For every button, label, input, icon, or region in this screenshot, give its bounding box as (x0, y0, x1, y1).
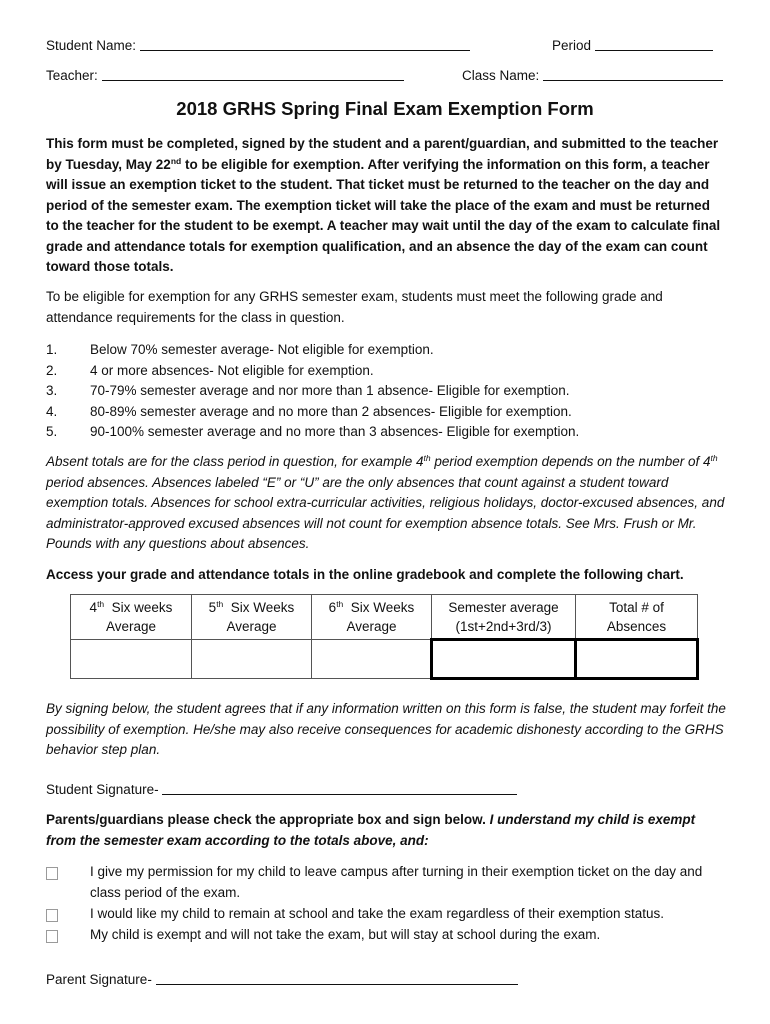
col1-sup: th (97, 599, 105, 609)
col2-sup: th (216, 599, 224, 609)
student-signature-field[interactable] (162, 780, 517, 795)
absence-note-sup-2: th (710, 453, 718, 463)
col3-num: 6 (328, 600, 337, 615)
col4-line2: (1st+2nd+3rd/3) (455, 618, 552, 634)
list-item (46, 340, 726, 361)
col1-rest: Six weeks (104, 600, 173, 615)
col3-line2: Average (346, 619, 397, 634)
eligibility-paragraph: To be eligible for exemption for any GRHS semester exam, students must meet the following grade and attendance requirements for the class in question. (46, 289, 663, 325)
header-5th-six-weeks (192, 595, 312, 640)
option-2-label: I would like my child to remain at school and take the exam regardless of their exemption status. (90, 906, 665, 921)
absence-note (46, 452, 726, 555)
grade-chart-table (70, 594, 699, 680)
header-total-absences (576, 595, 698, 640)
list-item (46, 361, 726, 382)
intro-paragraph (46, 134, 726, 278)
absence-note-sup-1: th (423, 453, 431, 463)
cell-4th-six-weeks[interactable] (71, 640, 192, 679)
intro-text-2: to be eligible for exemption. After verifying the information on this form, a teacher will issue an exemption ticket to the student. That ticket must be returned to the teacher on the day and period of the semester exam. The exemption ticket will take the place of the exam and must be returned to the teacher for the student to be exempt. A teacher may wait until the day of the exam to calculate final grade and attendance totals for exemption qualification, and an absence the day of the exam can count toward those totals. (46, 156, 721, 274)
option-1-checkbox[interactable] (46, 867, 58, 880)
student-name-row (46, 36, 470, 53)
parent-signature-row (46, 970, 518, 987)
absence-note-text-b: period exemption depends on the number of 4 (430, 454, 711, 469)
cell-total-absences[interactable] (576, 640, 698, 679)
list-text: 90-100% semester average and no more than 3 absences- Eligible for exemption. (90, 424, 580, 439)
list-item (46, 381, 726, 402)
option-2-checkbox[interactable] (46, 909, 58, 922)
period-label: Period (552, 38, 592, 53)
col2-num: 5 (208, 600, 217, 615)
teacher-field[interactable] (102, 66, 404, 81)
table-row (71, 640, 698, 679)
col1-num: 4 (89, 600, 98, 615)
parent-signature-label: Parent Signature- (46, 972, 152, 987)
list-item (46, 402, 726, 423)
parent-signature-field[interactable] (156, 970, 518, 985)
absence-note-text-c: period absences. Absences labeled “E” or “U” are the only absences that count against a student toward exemption totals. Absences for school extra-curricular activities, religious holidays, doctor-excused absences, and administrator-approved excused absences will not count for exemption absence totals. See Mrs. Frush or Mr. Pounds with any questions about absences. (46, 474, 725, 551)
class-name-label: Class Name: (462, 68, 540, 83)
col2-rest: Six Weeks (223, 600, 295, 615)
header-4th-six-weeks (71, 595, 192, 640)
student-signature-row (46, 780, 517, 797)
signing-note: By signing below, the student agrees that if any information written on this form is false, the student may forfeit the possibility of exemption. He/she may also receive consequences for academic dishonesty according to the GRHS behavior step plan. (46, 701, 726, 757)
col5-line1: Total # of (609, 599, 664, 615)
page-title: 2018 GRHS Spring Final Exam Exemption Form (176, 98, 594, 119)
header-6th-six-weeks (312, 595, 432, 640)
absence-note-text-a: Absent totals are for the class period in question, for example 4 (46, 454, 424, 469)
list-number: 3. (46, 383, 58, 398)
list-number: 2. (46, 362, 58, 378)
option-3-checkbox[interactable] (46, 930, 58, 943)
col1-line2: Average (105, 619, 157, 634)
col3-rest: Six Weeks (343, 600, 415, 615)
student-signature-label: Student Signature- (46, 782, 159, 797)
col2-line2: Average (226, 619, 277, 634)
student-name-field[interactable] (140, 36, 470, 51)
access-heading: Access your grade and attendance totals in the online gradebook and complete the following chart. (46, 567, 684, 582)
class-name-field[interactable] (543, 66, 723, 81)
list-text: Below 70% semester average- Not eligible for exemption. (90, 342, 434, 357)
class-name-row (462, 66, 723, 83)
cell-6th-six-weeks[interactable] (312, 640, 432, 679)
period-field[interactable] (595, 36, 713, 51)
cell-5th-six-weeks[interactable] (192, 640, 312, 679)
table-header-row (71, 595, 698, 640)
col5-line2: Absences (606, 618, 667, 634)
col4-line1: Semester average (448, 599, 559, 615)
parents-italic-text: I understand my child is exempt from the semester exam according to the totals above, and: (46, 812, 696, 848)
cell-semester-average[interactable] (432, 640, 576, 679)
student-name-label: Student Name: (46, 38, 137, 53)
list-text: 4 or more absences- Not eligible for exemption. (90, 362, 374, 378)
list-number: 4. (46, 403, 58, 419)
intro-sup: nd (170, 155, 182, 166)
list-number: 5. (46, 424, 58, 439)
list-item (46, 422, 726, 443)
teacher-row (46, 66, 404, 83)
requirements-list (46, 340, 726, 443)
teacher-label: Teacher: (46, 68, 98, 83)
list-number: 1. (46, 342, 58, 357)
option-1-label: I give my permission for my child to leave campus after turning in their exemption ticket on the day and class period of the exam. (90, 864, 703, 900)
parents-bold-text: Parents/guardians please check the appropriate box and sign below. (46, 812, 490, 827)
list-text: 70-79% semester average and nor more than 1 absence- Eligible for exemption. (90, 383, 570, 398)
period-row (552, 36, 713, 53)
intro-text-1: This form must be completed, signed by the student and a parent/guardian, and submitted to the teacher by Tuesday, May 22 (46, 136, 719, 172)
col3-sup: th (336, 599, 344, 609)
list-text: 80-89% semester average and no more than 2 absences- Eligible for exemption. (90, 403, 572, 419)
parents-instructions (46, 810, 726, 851)
option-3-label: My child is exempt and will not take the exam, but will stay at school during the exam. (90, 927, 601, 942)
header-semester-average (432, 595, 576, 640)
